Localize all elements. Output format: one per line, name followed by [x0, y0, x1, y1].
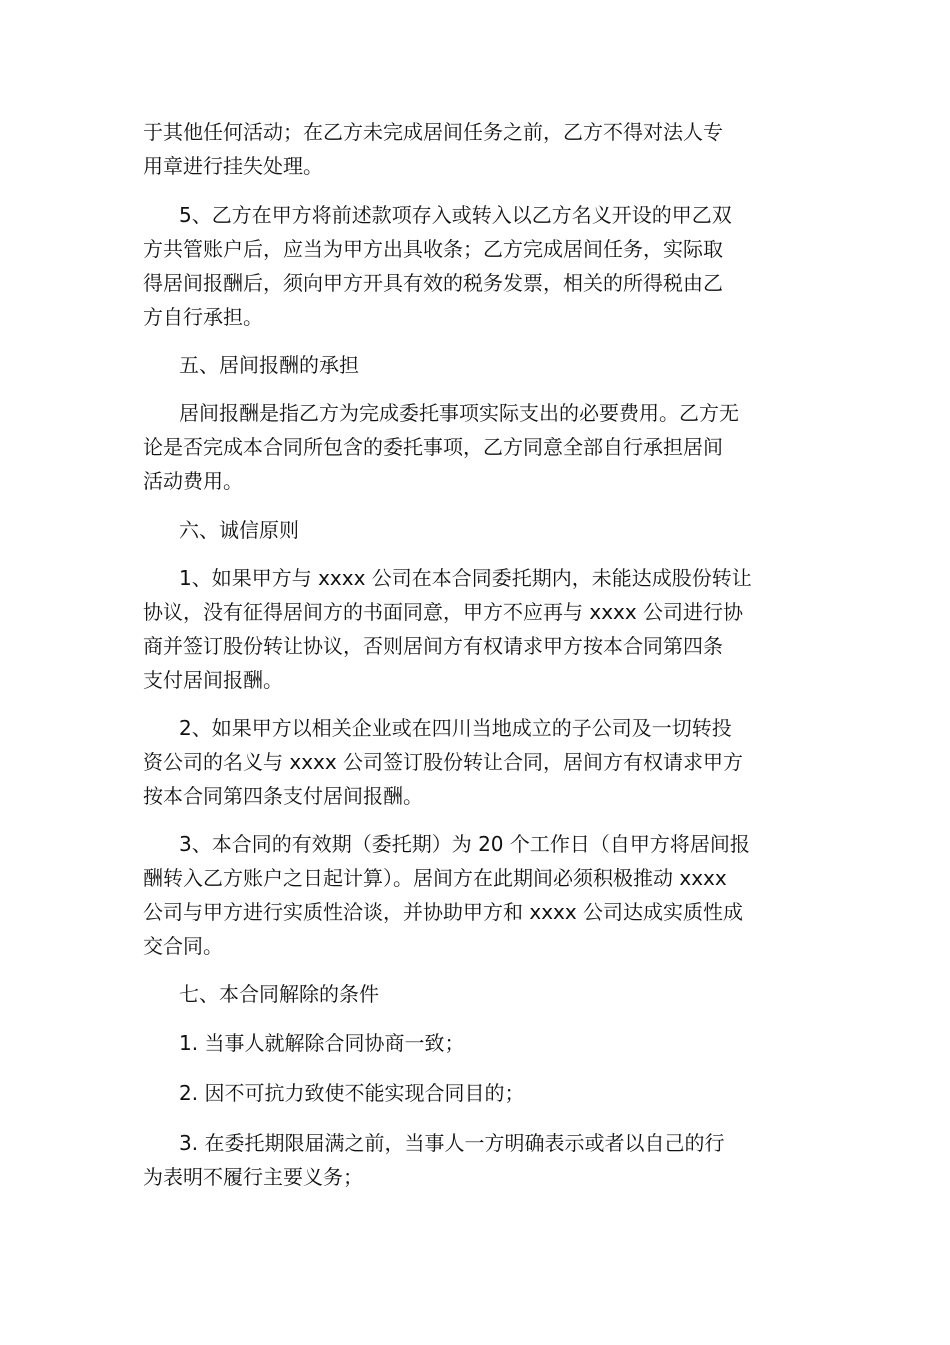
list-item-2 [143, 1076, 803, 1110]
text-line: 活动费用。 [143, 469, 243, 493]
text-line: 2、如果甲方以相关企业或在四川当地成立的子公司及一切转投 [179, 716, 732, 740]
paragraph-4 [143, 561, 803, 697]
list-item-3 [143, 1126, 803, 1194]
paragraph-1 [143, 115, 803, 183]
text-line: 5、乙方在甲方将前述款项存入或转入以乙方名义开设的甲乙双 [179, 203, 732, 227]
text-line: 酬转入乙方账户之日起计算）。居间方在此期间必须积极推动 xxxx [143, 866, 727, 890]
heading-line: 七、本合同解除的条件 [179, 982, 379, 1006]
text-line: 为表明不履行主要义务； [143, 1165, 363, 1189]
text-line: 1、如果甲方与 xxxx 公司在本合同委托期内，未能达成股份转让 [179, 566, 752, 590]
text-line: 资公司的名义与 xxxx 公司签订股份转让合同，居间方有权请求甲方 [143, 750, 744, 774]
text-line: 得居间报酬后，须向甲方开具有效的税务发票，相关的所得税由乙 [143, 271, 723, 295]
paragraph-6 [143, 827, 803, 963]
text-line: 公司与甲方进行实质性洽谈，并协助甲方和 xxxx 公司达成实质性成 [143, 900, 744, 924]
text-line: 论是否完成本合同所包含的委托事项，乙方同意全部自行承担居间 [143, 435, 723, 459]
text-line: 3. 在委托期限届满之前，当事人一方明确表示或者以自己的行 [179, 1131, 725, 1155]
text-line: 按本合同第四条支付居间报酬。 [143, 784, 423, 808]
heading-line: 六、诚信原则 [179, 518, 299, 542]
paragraph-5 [143, 711, 803, 813]
text-line: 方共管账户后，应当为甲方出具收条；乙方完成居间任务，实际取 [143, 237, 723, 261]
text-line: 2. 因不可抗力致使不能实现合同目的； [179, 1081, 525, 1105]
text-line: 方自行承担。 [143, 305, 263, 329]
paragraph-2 [143, 198, 803, 334]
text-line: 支付居间报酬。 [143, 668, 283, 692]
text-line: 用章进行挂失处理。 [143, 154, 323, 178]
heading-line: 五、居间报酬的承担 [179, 353, 359, 377]
text-line: 协议，没有征得居间方的书面同意，甲方不应再与 xxxx 公司进行协 [143, 600, 744, 624]
list-item-1 [143, 1026, 803, 1060]
text-line: 交合同。 [143, 934, 223, 958]
section-heading-6 [143, 513, 803, 547]
text-line: 商并签订股份转让协议，否则居间方有权请求甲方按本合同第四条 [143, 634, 723, 658]
section-heading-5 [143, 348, 803, 382]
text-line: 居间报酬是指乙方为完成委托事项实际支出的必要费用。乙方无 [179, 401, 739, 425]
text-line: 1. 当事人就解除合同协商一致； [179, 1031, 465, 1055]
text-line: 3、本合同的有效期（委托期）为 20 个工作日（自甲方将居间报 [179, 832, 750, 856]
paragraph-3 [143, 396, 803, 498]
section-heading-7 [143, 977, 803, 1011]
text-line: 于其他任何活动；在乙方未完成居间任务之前，乙方不得对法人专 [143, 120, 723, 144]
